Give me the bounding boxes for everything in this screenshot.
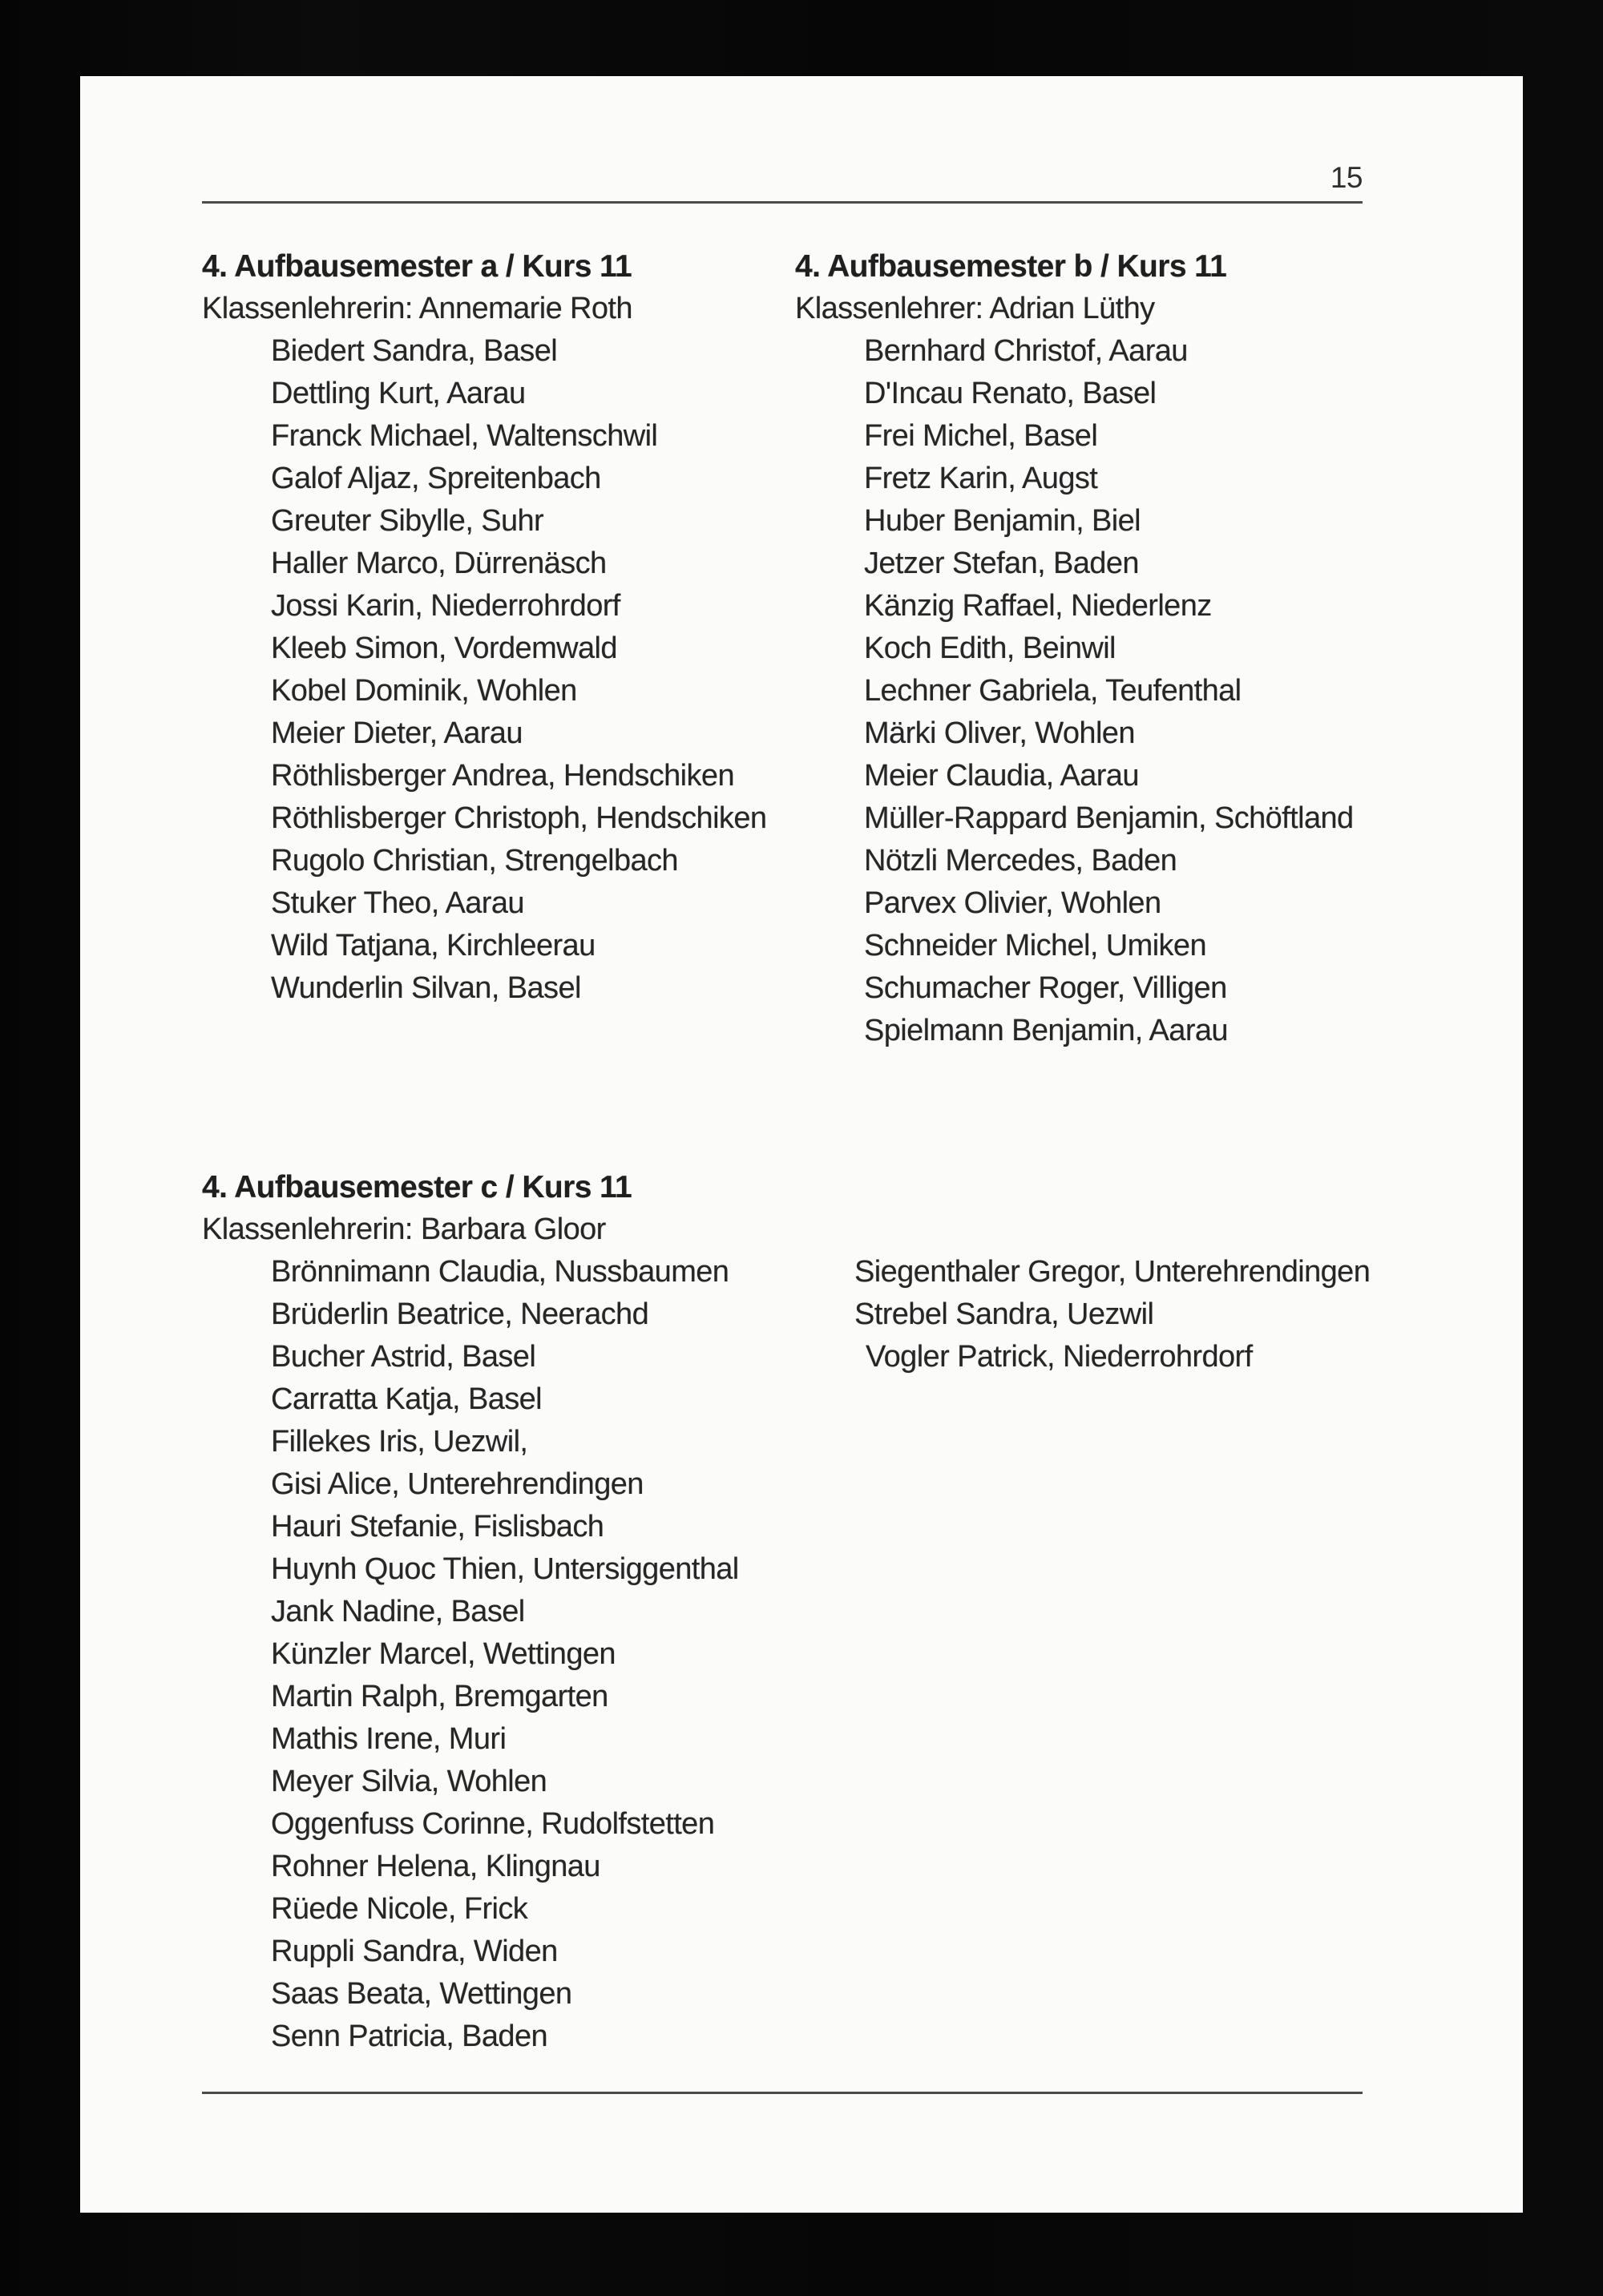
section-a (202, 245, 795, 1052)
student-name: Siegenthaler Gregor, Unterehrendingen (854, 1255, 1371, 1289)
student-name: Märki Oliver, Wohlen (864, 716, 1135, 750)
section-c (202, 1166, 1371, 2058)
student-name: Ruppli Sandra, Widen (271, 1935, 558, 1968)
student-name: Kobel Dominik, Wohlen (271, 674, 577, 708)
section-c-right-column (795, 1251, 1370, 2058)
section-c-columns (202, 1251, 1371, 2058)
student-name: Schneider Michel, Umiken (864, 929, 1206, 962)
student-name: Fillekes Iris, Uezwil, (271, 1425, 528, 1459)
student-name: Dettling Kurt, Aarau (271, 377, 526, 410)
student-name: Lechner Gabriela, Teufenthal (864, 674, 1242, 708)
student-name: Schumacher Roger, Villigen (864, 971, 1227, 1005)
section-a-student-list (202, 330, 795, 1010)
section-b-student-list (795, 330, 1363, 1052)
student-name: Bernhard Christof, Aarau (864, 334, 1188, 368)
student-name: Brüderlin Beatrice, Neerachd (271, 1297, 649, 1331)
student-name: Rüede Nicole, Frick (271, 1892, 528, 1926)
student-name: Spielmann Benjamin, Aarau (864, 1014, 1228, 1047)
student-name: D'Incau Renato, Basel (864, 377, 1157, 410)
student-name: Känzig Raffael, Niederlenz (864, 589, 1212, 623)
student-name: Franck Michael, Waltenschwil (271, 419, 658, 453)
section-c-student-list (202, 1251, 795, 2058)
student-name: Saas Beata, Wettingen (271, 1977, 572, 2011)
student-name: Haller Marco, Dürrenäsch (271, 547, 607, 580)
student-name: Carratta Katja, Basel (271, 1382, 543, 1416)
student-name: Rohner Helena, Klingnau (271, 1850, 600, 1883)
student-name: Mathis Irene, Muri (271, 1722, 507, 1756)
section-a-title: 4. Aufbausemester a / Kurs 11 (202, 249, 632, 284)
header-rule (202, 201, 1363, 204)
student-name: Wild Tatjana, Kirchleerau (271, 929, 596, 962)
student-name: Rugolo Christian, Strengelbach (271, 844, 678, 878)
student-name: Brönnimann Claudia, Nussbaumen (271, 1255, 729, 1289)
student-name: Röthlisberger Andrea, Hendschiken (271, 759, 734, 793)
section-c-student-list-right (795, 1251, 1370, 1378)
student-name: Jossi Karin, Niederrohrdorf (271, 589, 620, 623)
section-c-teacher: Klassenlehrerin: Barbara Gloor (202, 1213, 606, 1246)
student-name: Huber Benjamin, Biel (864, 504, 1141, 538)
student-name: Kleeb Simon, Vordemwald (271, 632, 617, 665)
student-name: Greuter Sibylle, Suhr (271, 504, 544, 538)
student-name: Galof Aljaz, Spreitenbach (271, 462, 601, 495)
student-name: Stuker Theo, Aarau (271, 886, 524, 920)
student-name: Röthlisberger Christoph, Hendschiken (271, 801, 767, 835)
student-name: Nötzli Mercedes, Baden (864, 844, 1177, 878)
page-content (202, 76, 1371, 2058)
student-name: Müller-Rappard Benjamin, Schöftland (864, 801, 1354, 835)
document-page (80, 76, 1523, 2213)
student-name: Bucher Astrid, Basel (271, 1340, 536, 1374)
student-name: Gisi Alice, Unterehrendingen (271, 1467, 644, 1501)
page-number: 15 (1330, 161, 1363, 194)
student-name: Meier Dieter, Aarau (271, 716, 523, 750)
student-name: Koch Edith, Beinwil (864, 632, 1116, 665)
student-name: Huynh Quoc Thien, Untersiggenthal (271, 1552, 739, 1586)
section-c-title: 4. Aufbausemester c / Kurs 11 (202, 1170, 632, 1204)
section-c-left-column (202, 1251, 795, 2058)
student-name: Senn Patricia, Baden (271, 2020, 548, 2053)
student-name: Parvex Olivier, Wohlen (864, 886, 1161, 920)
student-name: Vogler Patrick, Niederrohrdorf (866, 1340, 1253, 1374)
sections-ab (202, 245, 1363, 1052)
student-name: Künzler Marcel, Wettingen (271, 1637, 616, 1671)
section-b-title: 4. Aufbausemester b / Kurs 11 (795, 249, 1227, 284)
student-name: Strebel Sandra, Uezwil (854, 1297, 1154, 1331)
student-name: Wunderlin Silvan, Basel (271, 971, 581, 1005)
section-a-teacher: Klassenlehrerin: Annemarie Roth (202, 292, 632, 325)
student-name: Frei Michel, Basel (864, 419, 1098, 453)
student-name: Oggenfuss Corinne, Rudolfstetten (271, 1807, 715, 1841)
section-b (795, 245, 1363, 1052)
section-b-teacher: Klassenlehrer: Adrian Lüthy (795, 292, 1155, 325)
student-name: Jetzer Stefan, Baden (864, 547, 1139, 580)
footer-rule (202, 2092, 1363, 2094)
student-name: Meier Claudia, Aarau (864, 759, 1139, 793)
student-name: Fretz Karin, Augst (864, 462, 1098, 495)
student-name: Jank Nadine, Basel (271, 1595, 525, 1628)
student-name: Meyer Silvia, Wohlen (271, 1765, 547, 1798)
student-name: Hauri Stefanie, Fislisbach (271, 1510, 604, 1543)
student-name: Biedert Sandra, Basel (271, 334, 558, 368)
student-name: Martin Ralph, Bremgarten (271, 1680, 608, 1713)
